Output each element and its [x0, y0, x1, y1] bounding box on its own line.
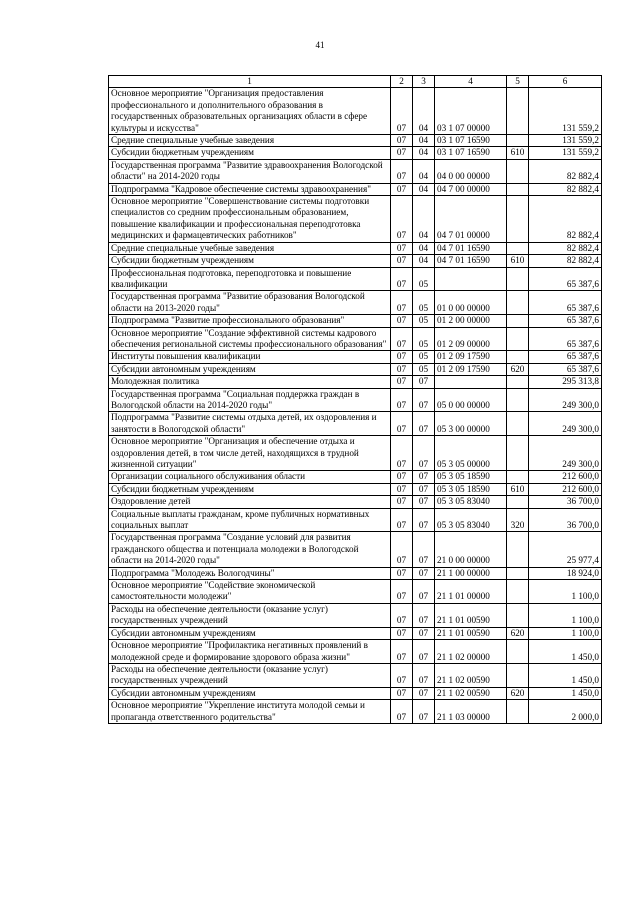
row-expense-type	[507, 580, 529, 604]
row-expense-type: 620	[507, 363, 529, 375]
row-amount: 82 882,4	[529, 196, 602, 243]
row-target-article: 21 1 00 00000	[435, 567, 507, 579]
table-row	[109, 147, 602, 159]
row-expense-type: 320	[507, 508, 529, 532]
row-subsection: 07	[413, 700, 435, 724]
row-expense-type	[507, 88, 529, 135]
row-subsection: 07	[413, 496, 435, 508]
row-target-article: 21 1 02 00590	[435, 663, 507, 687]
table-row	[109, 471, 602, 483]
row-subsection: 07	[413, 532, 435, 567]
row-subsection: 07	[413, 603, 435, 627]
row-expense-type	[507, 267, 529, 291]
row-name: Основное мероприятие "Создание эффективной системы кадрового обеспечения региональной системы профессионального образования"	[109, 327, 391, 351]
row-subsection: 07	[413, 376, 435, 388]
table-row	[109, 412, 602, 436]
row-target-article: 05 3 05 18590	[435, 471, 507, 483]
row-expense-type	[507, 700, 529, 724]
row-target-article: 21 1 03 00000	[435, 700, 507, 724]
row-amount: 65 387,6	[529, 267, 602, 291]
row-subsection: 05	[413, 315, 435, 327]
header-col-6: 6	[529, 76, 602, 88]
row-expense-type: 620	[507, 687, 529, 699]
row-expense-type	[507, 315, 529, 327]
row-name: Средние специальные учебные заведения	[109, 135, 391, 147]
row-expense-type	[507, 183, 529, 195]
row-name: Социальные выплаты гражданам, кроме публичных нормативных социальных выплат	[109, 508, 391, 532]
row-amount: 1 100,0	[529, 580, 602, 604]
row-amount: 65 387,6	[529, 315, 602, 327]
row-target-article: 05 3 05 83040	[435, 496, 507, 508]
row-expense-type	[507, 567, 529, 579]
row-amount: 36 700,0	[529, 508, 602, 532]
table-row	[109, 159, 602, 183]
row-amount: 1 450,0	[529, 663, 602, 687]
table-row	[109, 315, 602, 327]
row-subsection: 07	[413, 412, 435, 436]
table-row	[109, 388, 602, 412]
table-row	[109, 496, 602, 508]
row-name: Подпрограмма "Молодежь Вологодчины"	[109, 567, 391, 579]
row-section: 07	[391, 496, 413, 508]
row-expense-type	[507, 291, 529, 315]
row-target-article: 04 7 01 16590	[435, 255, 507, 267]
row-section: 07	[391, 663, 413, 687]
row-target-article: 04 7 01 16590	[435, 242, 507, 254]
table-row	[109, 436, 602, 471]
row-amount: 2 000,0	[529, 700, 602, 724]
row-name: Профессиональная подготовка, переподготовка и повышение квалификации	[109, 267, 391, 291]
row-target-article	[435, 376, 507, 388]
header-col-3: 3	[413, 76, 435, 88]
row-name: Субсидии бюджетным учреждениям	[109, 483, 391, 495]
row-target-article: 21 1 01 00000	[435, 580, 507, 604]
row-section: 07	[391, 700, 413, 724]
row-name: Государственная программа "Социальная поддержка граждан в Вологодской области на 2014-2020 годы"	[109, 388, 391, 412]
row-section: 07	[391, 147, 413, 159]
table-row	[109, 603, 602, 627]
row-target-article: 03 1 07 16590	[435, 135, 507, 147]
row-section: 07	[391, 627, 413, 639]
row-expense-type	[507, 412, 529, 436]
table-row	[109, 508, 602, 532]
row-amount: 131 559,2	[529, 135, 602, 147]
table-row	[109, 663, 602, 687]
row-subsection: 07	[413, 483, 435, 495]
row-expense-type	[507, 532, 529, 567]
row-subsection: 05	[413, 351, 435, 363]
row-target-article: 01 2 09 17590	[435, 363, 507, 375]
row-target-article: 04 7 00 00000	[435, 183, 507, 195]
table-row	[109, 255, 602, 267]
row-name: Организации социального обслуживания области	[109, 471, 391, 483]
row-name: Субсидии автономным учреждениям	[109, 627, 391, 639]
row-amount: 1 450,0	[529, 687, 602, 699]
row-name: Основное мероприятие "Организация и обеспечение отдыха и оздоровления детей, в том числе детей, находящихся в трудной жизненной ситуации"	[109, 436, 391, 471]
table-row	[109, 580, 602, 604]
row-name: Расходы на обеспечение деятельности (оказание услуг) государственных учреждений	[109, 603, 391, 627]
row-target-article: 21 1 01 00590	[435, 603, 507, 627]
row-section: 07	[391, 291, 413, 315]
row-amount: 1 100,0	[529, 603, 602, 627]
table-row	[109, 327, 602, 351]
row-section: 07	[391, 88, 413, 135]
row-section: 07	[391, 363, 413, 375]
row-name: Субсидии бюджетным учреждениям	[109, 255, 391, 267]
row-expense-type: 610	[507, 483, 529, 495]
table-row	[109, 483, 602, 495]
row-target-article	[435, 267, 507, 291]
row-section: 07	[391, 483, 413, 495]
row-section: 07	[391, 580, 413, 604]
row-target-article: 04 7 01 00000	[435, 196, 507, 243]
row-amount: 65 387,6	[529, 327, 602, 351]
row-amount: 65 387,6	[529, 291, 602, 315]
row-subsection: 05	[413, 267, 435, 291]
row-expense-type	[507, 351, 529, 363]
row-expense-type	[507, 327, 529, 351]
table-row	[109, 291, 602, 315]
table-row	[109, 700, 602, 724]
row-subsection: 04	[413, 196, 435, 243]
row-subsection: 07	[413, 580, 435, 604]
row-section: 07	[391, 412, 413, 436]
row-subsection: 05	[413, 291, 435, 315]
row-subsection: 07	[413, 627, 435, 639]
row-target-article: 05 3 00 00000	[435, 412, 507, 436]
row-name: Государственная программа "Развитие образования Вологодской области на 2013-2020 годы"	[109, 291, 391, 315]
table-row	[109, 135, 602, 147]
header-col-2: 2	[391, 76, 413, 88]
row-subsection: 04	[413, 135, 435, 147]
row-name: Субсидии автономным учреждениям	[109, 687, 391, 699]
row-name: Основное мероприятие "Содействие экономической самостоятельности молодежи"	[109, 580, 391, 604]
row-target-article: 03 1 07 00000	[435, 88, 507, 135]
row-subsection: 05	[413, 327, 435, 351]
table-row	[109, 532, 602, 567]
row-name: Оздоровление детей	[109, 496, 391, 508]
row-section: 07	[391, 315, 413, 327]
table-row	[109, 88, 602, 135]
row-expense-type: 610	[507, 147, 529, 159]
row-section: 07	[391, 376, 413, 388]
row-amount: 295 313,8	[529, 376, 602, 388]
row-target-article: 05 0 00 00000	[435, 388, 507, 412]
row-expense-type	[507, 603, 529, 627]
row-amount: 212 600,0	[529, 471, 602, 483]
row-target-article: 03 1 07 16590	[435, 147, 507, 159]
table-row	[109, 687, 602, 699]
row-amount: 65 387,6	[529, 363, 602, 375]
row-subsection: 05	[413, 363, 435, 375]
row-subsection: 07	[413, 436, 435, 471]
row-expense-type	[507, 388, 529, 412]
row-subsection: 04	[413, 255, 435, 267]
row-section: 07	[391, 255, 413, 267]
header-col-1: 1	[109, 76, 391, 88]
row-subsection: 07	[413, 471, 435, 483]
row-section: 07	[391, 351, 413, 363]
row-section: 07	[391, 508, 413, 532]
row-name: Молодежная политика	[109, 376, 391, 388]
row-section: 07	[391, 532, 413, 567]
table-header-row	[109, 76, 602, 88]
row-section: 07	[391, 159, 413, 183]
row-section: 07	[391, 183, 413, 195]
row-amount: 249 300,0	[529, 436, 602, 471]
row-name: Субсидии бюджетным учреждениям	[109, 147, 391, 159]
row-section: 07	[391, 135, 413, 147]
row-target-article: 04 0 00 00000	[435, 159, 507, 183]
row-amount: 131 559,2	[529, 88, 602, 135]
row-amount: 25 977,4	[529, 532, 602, 567]
row-target-article: 05 3 05 83040	[435, 508, 507, 532]
row-target-article: 01 2 09 17590	[435, 351, 507, 363]
table-row	[109, 376, 602, 388]
row-name: Институты повышения квалификации	[109, 351, 391, 363]
row-target-article: 01 2 00 00000	[435, 315, 507, 327]
row-section: 07	[391, 471, 413, 483]
table-row	[109, 627, 602, 639]
row-subsection: 07	[413, 640, 435, 664]
row-subsection: 04	[413, 242, 435, 254]
row-amount: 212 600,0	[529, 483, 602, 495]
row-name: Основное мероприятие "Укрепление института молодой семьи и пропаганда ответственного родительства"	[109, 700, 391, 724]
row-target-article: 21 1 02 00000	[435, 640, 507, 664]
row-amount: 82 882,4	[529, 159, 602, 183]
row-expense-type	[507, 376, 529, 388]
row-expense-type	[507, 496, 529, 508]
row-name: Государственная программа "Создание условий для развития гражданского общества и потенциала молодежи в Вологодской области на 2014-2020 годы"	[109, 532, 391, 567]
row-amount: 1 100,0	[529, 627, 602, 639]
table-row	[109, 196, 602, 243]
row-target-article: 01 0 00 00000	[435, 291, 507, 315]
row-subsection: 07	[413, 663, 435, 687]
row-expense-type	[507, 471, 529, 483]
row-expense-type	[507, 436, 529, 471]
row-section: 07	[391, 603, 413, 627]
row-expense-type: 610	[507, 255, 529, 267]
row-expense-type	[507, 135, 529, 147]
row-name: Основное мероприятие "Организация предоставления профессионального и дополнительного образования в государственных образовательных организациях области в сфере культуры и искусства"	[109, 88, 391, 135]
table-row	[109, 267, 602, 291]
row-amount: 82 882,4	[529, 242, 602, 254]
row-amount: 249 300,0	[529, 388, 602, 412]
table-body	[109, 76, 602, 724]
row-section: 07	[391, 242, 413, 254]
row-name: Подпрограмма "Развитие профессионального образования"	[109, 315, 391, 327]
table-row	[109, 363, 602, 375]
row-subsection: 04	[413, 183, 435, 195]
page-number: 41	[315, 40, 325, 50]
row-subsection: 04	[413, 147, 435, 159]
row-expense-type	[507, 663, 529, 687]
row-subsection: 07	[413, 567, 435, 579]
row-target-article: 05 3 05 00000	[435, 436, 507, 471]
row-subsection: 04	[413, 88, 435, 135]
row-expense-type	[507, 159, 529, 183]
row-name: Подпрограмма "Развитие системы отдыха детей, их оздоровления и занятости в Вологодской области"	[109, 412, 391, 436]
row-expense-type: 620	[507, 627, 529, 639]
row-amount: 82 882,4	[529, 183, 602, 195]
row-name: Средние специальные учебные заведения	[109, 242, 391, 254]
row-section: 07	[391, 267, 413, 291]
table-row	[109, 567, 602, 579]
row-subsection: 07	[413, 388, 435, 412]
row-subsection: 07	[413, 508, 435, 532]
row-amount: 1 450,0	[529, 640, 602, 664]
row-target-article: 05 3 05 18590	[435, 483, 507, 495]
table-row	[109, 640, 602, 664]
row-section: 07	[391, 640, 413, 664]
row-section: 07	[391, 327, 413, 351]
row-amount: 82 882,4	[529, 255, 602, 267]
row-section: 07	[391, 567, 413, 579]
row-target-article: 21 0 00 00000	[435, 532, 507, 567]
row-subsection: 07	[413, 687, 435, 699]
row-target-article: 21 1 02 00590	[435, 687, 507, 699]
row-name: Основное мероприятие "Профилактика негативных проявлений в молодежной среде и формирование здорового образа жизни"	[109, 640, 391, 664]
row-subsection: 04	[413, 159, 435, 183]
row-section: 07	[391, 196, 413, 243]
row-expense-type	[507, 242, 529, 254]
budget-table	[108, 75, 602, 724]
row-section: 07	[391, 687, 413, 699]
row-amount: 131 559,2	[529, 147, 602, 159]
row-amount: 18 924,0	[529, 567, 602, 579]
row-expense-type	[507, 640, 529, 664]
header-col-4: 4	[435, 76, 507, 88]
row-name: Подпрограмма "Кадровое обеспечение системы здравоохранения"	[109, 183, 391, 195]
row-amount: 65 387,6	[529, 351, 602, 363]
row-amount: 249 300,0	[529, 412, 602, 436]
row-target-article: 21 1 01 00590	[435, 627, 507, 639]
table-row	[109, 351, 602, 363]
table-row	[109, 242, 602, 254]
row-name: Расходы на обеспечение деятельности (оказание услуг) государственных учреждений	[109, 663, 391, 687]
row-expense-type	[507, 196, 529, 243]
row-name: Субсидии автономным учреждениям	[109, 363, 391, 375]
row-section: 07	[391, 388, 413, 412]
table-row	[109, 183, 602, 195]
row-name: Основное мероприятие "Совершенствование системы подготовки специалистов со средним профессиональным образованием, повышение квалификации и профессиональная переподготовка медицинских и фармацевтических работников"	[109, 196, 391, 243]
row-name: Государственная программа "Развитие здравоохранения Вологодской области" на 2014-2020 годы	[109, 159, 391, 183]
row-section: 07	[391, 436, 413, 471]
row-amount: 36 700,0	[529, 496, 602, 508]
row-target-article: 01 2 09 00000	[435, 327, 507, 351]
header-col-5: 5	[507, 76, 529, 88]
